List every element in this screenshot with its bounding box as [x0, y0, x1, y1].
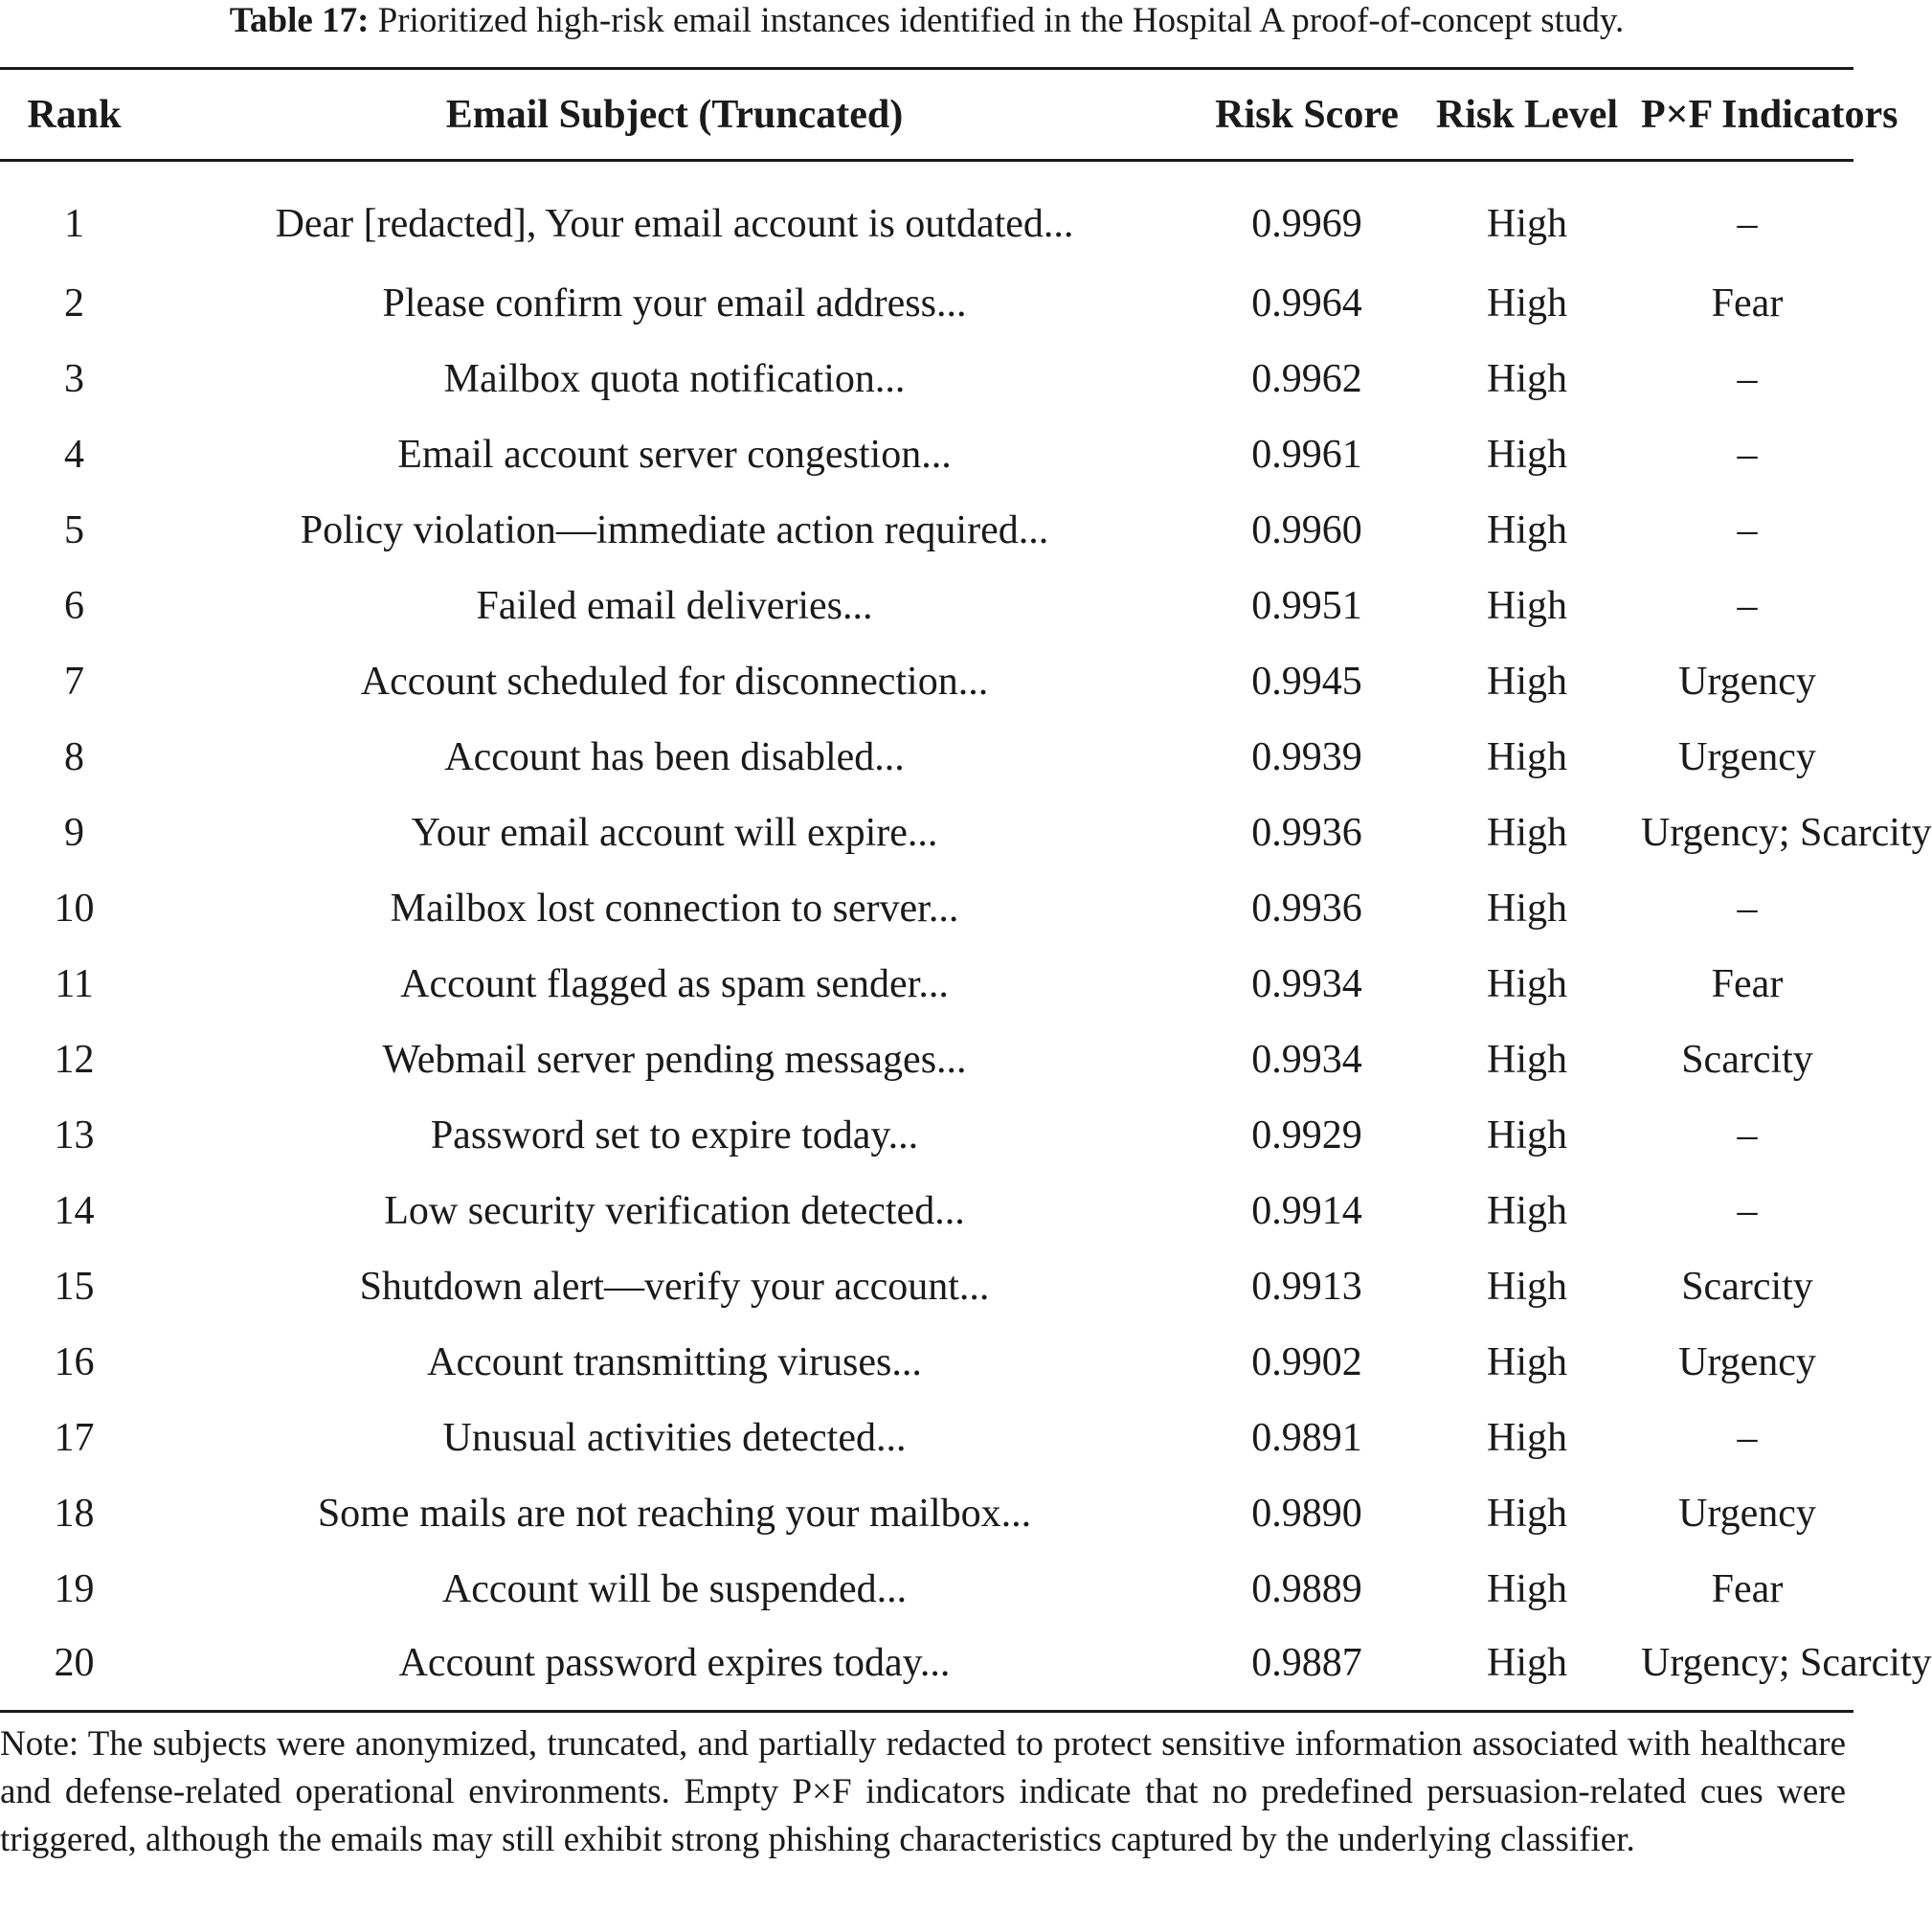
cell-rank: 19	[54, 1567, 95, 1611]
cell-rank: 2	[64, 281, 84, 326]
cell-risk-level: High	[1487, 508, 1567, 552]
cell-rank: 1	[64, 202, 84, 247]
table-row	[0, 644, 1853, 720]
table-header	[0, 69, 1898, 161]
cell-risk-level: High	[1487, 1492, 1567, 1536]
cell-risk-score: 0.9887	[1251, 1640, 1362, 1685]
cell-risk-score: 0.9914	[1251, 1189, 1362, 1233]
cell-risk-score: 0.9969	[1251, 202, 1362, 247]
cell-risk-level: High	[1487, 1567, 1567, 1611]
cell-risk-score: 0.9929	[1251, 1113, 1362, 1157]
cell-email-subject: Password set to expire today...	[430, 1113, 919, 1157]
table-row	[0, 796, 1853, 871]
cell-email-subject: Email account server congestion...	[397, 433, 952, 477]
cell-pxf-indicators: –	[1737, 202, 1758, 247]
caption-text: Prioritized high-risk email instances identified in the Hospital A proof-of-concept study.	[377, 1, 1625, 40]
header-pxf-indicators: P×F Indicators	[1641, 92, 1898, 137]
cell-pxf-indicators: –	[1737, 1189, 1758, 1233]
cell-pxf-indicators: Urgency; Scarcity	[1641, 811, 1932, 855]
cell-pxf-indicators: Fear	[1711, 1567, 1784, 1611]
cell-rank: 18	[54, 1492, 95, 1536]
cell-pxf-indicators: Scarcity	[1681, 1265, 1813, 1309]
cell-pxf-indicators: –	[1737, 1416, 1758, 1460]
cell-risk-level: High	[1487, 811, 1567, 855]
table-caption	[0, 0, 1853, 48]
cell-pxf-indicators: –	[1737, 508, 1758, 552]
cell-email-subject: Account will be suspended...	[441, 1567, 908, 1611]
table-body	[0, 161, 1932, 1712]
cell-risk-level: High	[1487, 962, 1567, 1006]
cell-rank: 3	[64, 357, 84, 401]
cell-email-subject: Low security verification detected...	[384, 1189, 965, 1233]
cell-risk-level: High	[1487, 281, 1567, 326]
cell-email-subject: Webmail server pending messages...	[382, 1038, 967, 1082]
cell-email-subject: Account flagged as spam sender...	[400, 962, 949, 1006]
cell-pxf-indicators: Scarcity	[1681, 1038, 1813, 1082]
cell-rank: 4	[64, 433, 84, 477]
cell-risk-score: 0.9902	[1251, 1340, 1362, 1384]
cell-rank: 13	[54, 1113, 95, 1157]
cell-risk-score: 0.9936	[1251, 887, 1362, 931]
cell-risk-score: 0.9891	[1251, 1416, 1362, 1460]
cell-email-subject: Account has been disabled...	[444, 735, 905, 779]
cell-rank: 11	[55, 962, 94, 1006]
cell-risk-level: High	[1487, 357, 1567, 401]
cell-pxf-indicators: –	[1737, 433, 1758, 477]
cell-rank: 14	[54, 1189, 95, 1233]
cell-risk-score: 0.9936	[1251, 811, 1362, 855]
cell-pxf-indicators: –	[1737, 887, 1758, 931]
cell-risk-level: High	[1487, 202, 1567, 247]
cell-pxf-indicators: Urgency	[1678, 660, 1816, 704]
table-row	[0, 1401, 1853, 1476]
table-row	[0, 1476, 1853, 1552]
table-row	[0, 1325, 1853, 1401]
table-row	[0, 493, 1853, 569]
cell-risk-score: 0.9960	[1251, 508, 1362, 552]
cell-pxf-indicators: –	[1737, 584, 1758, 628]
cell-risk-score: 0.9934	[1251, 1038, 1362, 1082]
cell-risk-score: 0.9945	[1251, 660, 1362, 704]
cell-rank: 5	[64, 508, 84, 552]
cell-risk-score: 0.9961	[1251, 433, 1362, 477]
caption-label: Table 17:	[229, 1, 370, 40]
table-row	[0, 871, 1853, 947]
table-note: Note: The subjects were anonymized, truncated, and partially redacted to protect sensitive information associated with healthcare and defense-related operational environments. Empty P×F indicators indicate that no predefined persuasion-related cues were triggered, although the emails may still exhibit strong phishing characteristics captured by the underlying classifier.	[0, 1724, 1846, 1859]
cell-email-subject: Please confirm your email address...	[382, 281, 967, 326]
cell-rank: 7	[64, 660, 84, 704]
cell-rank: 8	[64, 735, 84, 779]
risk-table	[0, 67, 1932, 1713]
table-row	[0, 1628, 1853, 1712]
cell-rank: 20	[54, 1640, 95, 1685]
cell-pxf-indicators: Urgency	[1678, 735, 1816, 779]
cell-risk-level: High	[1487, 660, 1567, 704]
cell-email-subject: Dear [redacted], Your email account is outdated...	[275, 202, 1074, 247]
cell-pxf-indicators: Fear	[1711, 281, 1784, 326]
cell-email-subject: Failed email deliveries...	[476, 584, 873, 628]
cell-email-subject: Mailbox lost connection to server...	[390, 887, 959, 931]
cell-risk-level: High	[1487, 1416, 1567, 1460]
cell-rank: 15	[54, 1265, 95, 1309]
table-row	[0, 720, 1853, 796]
cell-rank: 12	[54, 1038, 95, 1082]
cell-risk-score: 0.9962	[1251, 357, 1362, 401]
table-row	[0, 1174, 1853, 1249]
table-row	[0, 266, 1853, 342]
cell-rank: 6	[64, 584, 84, 628]
header-email-subject: Email Subject (Truncated)	[445, 92, 904, 137]
cell-rank: 17	[54, 1416, 95, 1460]
cell-rank: 10	[54, 887, 95, 931]
header-rank: Rank	[27, 92, 122, 137]
header-row	[0, 69, 1853, 161]
table-row	[0, 569, 1853, 644]
cell-email-subject: Your email account will expire...	[411, 811, 938, 855]
cell-risk-score: 0.9889	[1251, 1567, 1362, 1611]
cell-risk-level: High	[1487, 1640, 1567, 1685]
cell-pxf-indicators: –	[1737, 357, 1758, 401]
cell-pxf-indicators: Urgency	[1678, 1492, 1816, 1536]
cell-email-subject: Unusual activities detected...	[442, 1416, 907, 1460]
cell-risk-level: High	[1487, 1113, 1567, 1157]
table-row	[0, 1022, 1853, 1098]
cell-email-subject: Shutdown alert—verify your account...	[359, 1265, 990, 1309]
cell-rank: 16	[54, 1340, 95, 1384]
cell-email-subject: Account scheduled for disconnection...	[360, 660, 989, 704]
cell-risk-level: High	[1487, 1189, 1567, 1233]
cell-risk-score: 0.9934	[1251, 962, 1362, 1006]
cell-rank: 9	[64, 811, 84, 855]
cell-risk-score: 0.9964	[1251, 281, 1362, 326]
header-risk-level: Risk Level	[1435, 92, 1619, 137]
cell-pxf-indicators: Fear	[1711, 962, 1784, 1006]
cell-risk-level: High	[1487, 735, 1567, 779]
cell-email-subject: Mailbox quota notification...	[443, 357, 906, 401]
cell-risk-level: High	[1487, 1340, 1567, 1384]
table-row	[0, 947, 1853, 1022]
cell-risk-level: High	[1487, 433, 1567, 477]
cell-email-subject: Account password expires today...	[398, 1640, 951, 1685]
cell-email-subject: Some mails are not reaching your mailbox...	[317, 1492, 1032, 1536]
cell-email-subject: Account transmitting viruses...	[427, 1340, 922, 1384]
table-row	[0, 1249, 1853, 1325]
cell-risk-level: High	[1487, 584, 1567, 628]
table-row	[0, 342, 1853, 417]
table-row	[0, 417, 1853, 493]
cell-risk-score: 0.9890	[1251, 1492, 1362, 1536]
cell-risk-level: High	[1487, 887, 1567, 931]
table-row	[0, 161, 1853, 266]
table-row	[0, 1552, 1853, 1628]
cell-pxf-indicators: Urgency	[1678, 1340, 1816, 1384]
cell-pxf-indicators: –	[1737, 1113, 1758, 1157]
cell-pxf-indicators: Urgency; Scarcity	[1641, 1640, 1932, 1685]
cell-risk-level: High	[1487, 1038, 1567, 1082]
cell-risk-level: High	[1487, 1265, 1567, 1309]
cell-risk-score: 0.9951	[1251, 584, 1362, 628]
cell-risk-score: 0.9939	[1251, 735, 1362, 779]
table-row	[0, 1098, 1853, 1174]
cell-risk-score: 0.9913	[1251, 1265, 1362, 1309]
table-container	[0, 67, 1932, 1713]
header-risk-score: Risk Score	[1215, 92, 1399, 137]
cell-email-subject: Policy violation—immediate action required...	[300, 508, 1049, 552]
